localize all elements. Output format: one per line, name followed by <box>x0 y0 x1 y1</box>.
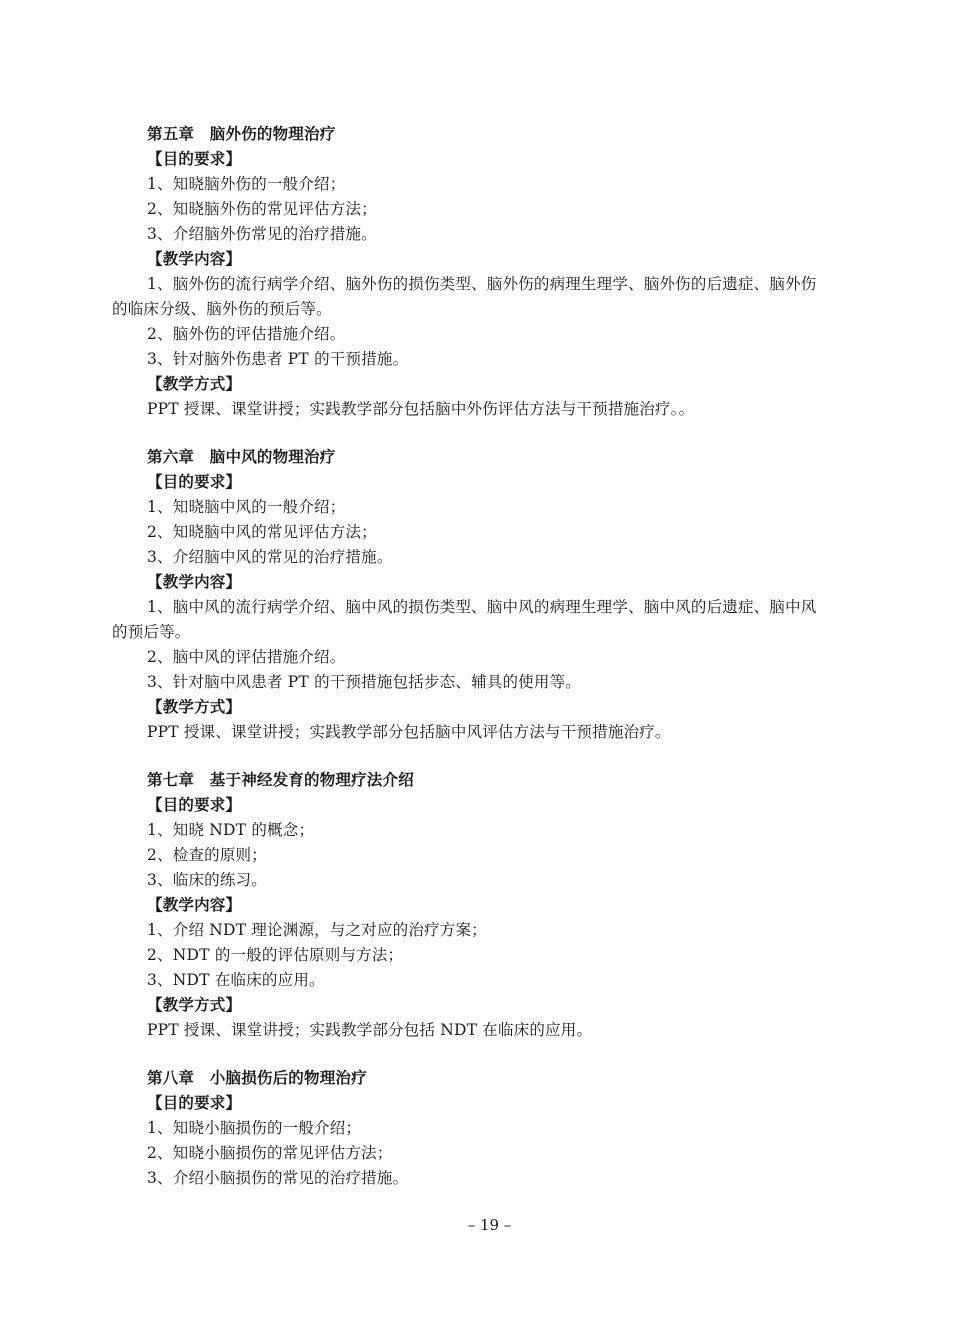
chapter-6-objectives-heading: 【目的要求】 <box>147 472 242 491</box>
chapter-6-content-2: 2、脑中风的评估措施介绍。 <box>147 648 346 666</box>
chapter-8-objectives-heading: 【目的要求】 <box>147 1093 242 1112</box>
chapter-5-content-heading: 【教学内容】 <box>147 249 242 268</box>
chapter-6-method: PPT 授课、课堂讲授；实践教学部分包括脑中风评估方法与干预措施治疗。 <box>147 723 671 741</box>
chapter-7-content-2: 2、NDT 的一般的评估原则与方法； <box>147 946 404 964</box>
chapter-5-method-heading: 【教学方式】 <box>147 374 242 393</box>
chapter-8-objective-1: 1、知晓小脑损伤的一般介绍； <box>147 1119 362 1137</box>
chapter-7-content-1: 1、介绍 NDT 理论渊源，与之对应的治疗方案； <box>147 921 487 939</box>
chapter-5-objectives-heading: 【目的要求】 <box>147 149 242 168</box>
chapter-7-method: PPT 授课、课堂讲授；实践教学部分包括 NDT 在临床的应用。 <box>147 1021 593 1039</box>
chapter-8-objective-3: 3、介绍小脑损伤的常见的治疗措施。 <box>147 1169 409 1187</box>
chapter-7-objectives-heading: 【目的要求】 <box>147 795 242 814</box>
chapter-6-content-heading: 【教学内容】 <box>147 572 242 591</box>
chapter-7-title: 第七章 基于神经发育的物理疗法介绍 <box>147 771 414 789</box>
chapter-5-objective-2: 2、知晓脑外伤的常见评估方法； <box>147 200 377 218</box>
page-number: – 19 – <box>467 1216 512 1234</box>
chapter-8-title: 第八章 小脑损伤后的物理治疗 <box>147 1069 367 1087</box>
chapter-5-content-3: 3、针对脑外伤患者 PT 的干预措施。 <box>147 350 409 368</box>
chapter-6-objective-1: 1、知晓脑中风的一般介绍； <box>147 498 346 516</box>
chapter-5-title: 第五章 脑外伤的物理治疗 <box>147 125 336 143</box>
chapter-6-content-1: 1、脑中风的流行病学介绍、脑中风的损伤类型、脑中风的病理生理学、脑中风的后遗症、脑中风 <box>147 598 817 616</box>
chapter-6-content-1-cont: 的预后等。 <box>112 623 191 641</box>
chapter-7-content-heading: 【教学内容】 <box>147 895 242 914</box>
chapter-6-objective-3: 3、介绍脑中风的常见的治疗措施。 <box>147 548 393 566</box>
chapter-7-objective-1: 1、知晓 NDT 的概念； <box>147 821 315 839</box>
chapter-5-content-1-cont: 的临床分级、脑外伤的预后等。 <box>112 300 332 318</box>
chapter-5-content-2: 2、脑外伤的评估措施介绍。 <box>147 325 346 343</box>
chapter-7-objective-2: 2、检查的原则； <box>147 846 267 864</box>
chapter-5-objective-3: 3、介绍脑外伤常见的治疗措施。 <box>147 225 377 243</box>
chapter-5-objective-1: 1、知晓脑外伤的一般介绍； <box>147 175 346 193</box>
chapter-6-method-heading: 【教学方式】 <box>147 697 242 716</box>
chapter-7-content-3: 3、NDT 在临床的应用。 <box>147 971 325 989</box>
chapter-5-method: PPT 授课、课堂讲授；实践教学部分包括脑中外伤评估方法与干预措施治疗。。 <box>147 400 695 418</box>
chapter-8-objective-2: 2、知晓小脑损伤的常见评估方法； <box>147 1144 393 1162</box>
chapter-6-objective-2: 2、知晓脑中风的常见评估方法； <box>147 523 377 541</box>
chapter-6-content-3: 3、针对脑中风患者 PT 的干预措施包括步态、辅具的使用等。 <box>147 673 581 691</box>
chapter-7-objective-3: 3、临床的练习。 <box>147 871 267 889</box>
chapter-7-method-heading: 【教学方式】 <box>147 995 242 1014</box>
chapter-5-content-1: 1、脑外伤的流行病学介绍、脑外伤的损伤类型、脑外伤的病理生理学、脑外伤的后遗症、脑外伤 <box>147 275 817 293</box>
chapter-6-title: 第六章 脑中风的物理治疗 <box>147 448 336 466</box>
